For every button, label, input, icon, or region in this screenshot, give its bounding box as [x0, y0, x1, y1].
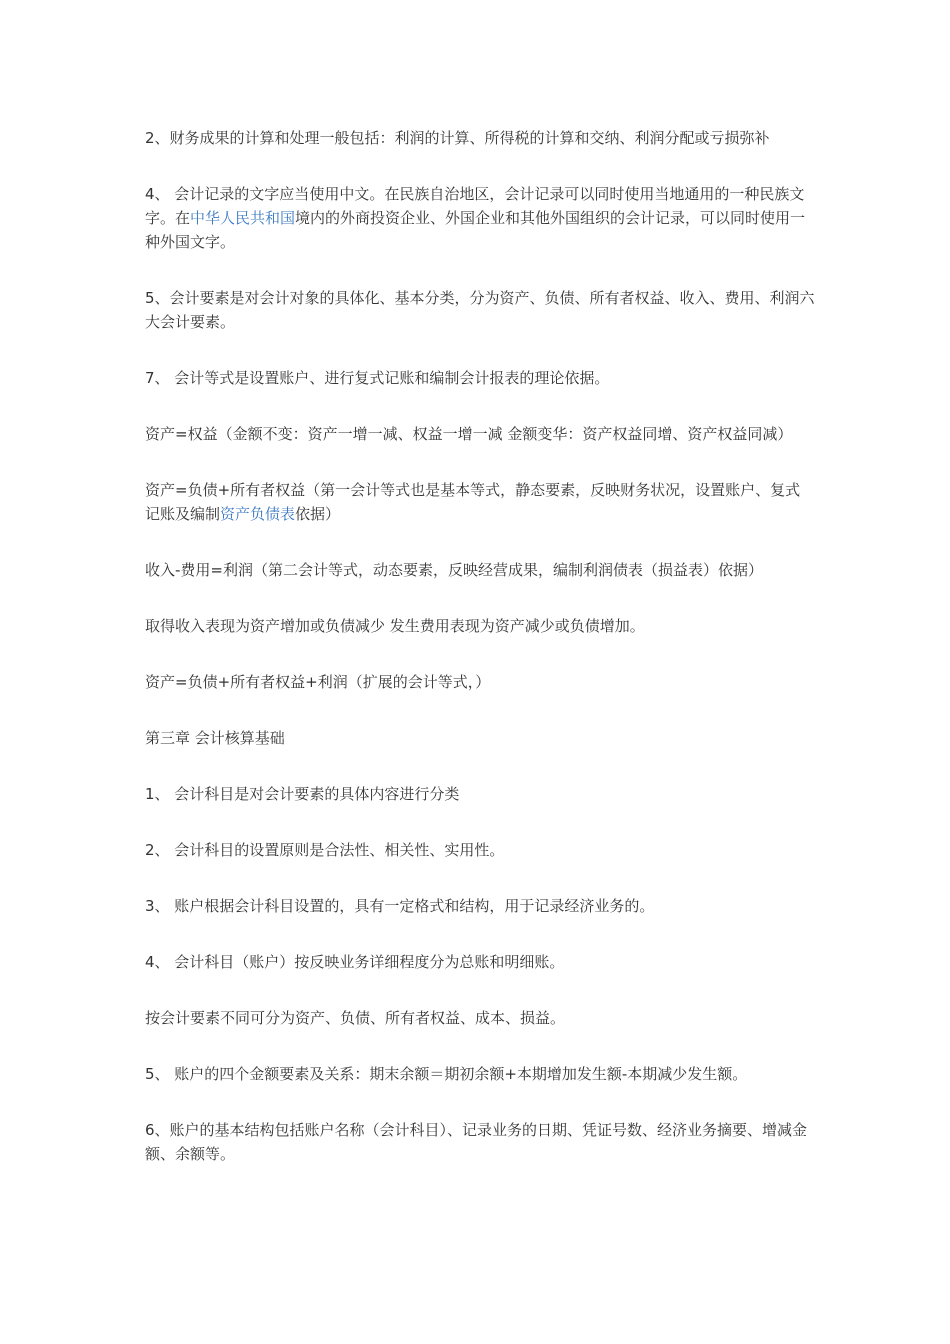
paragraph-assets-equity: 资产=权益（金额不变：资产一增一减、权益一增一减 金额变华：资产权益同增、资产权益同减）: [145, 425, 793, 443]
paragraph-accounting-equation: 7、 会计等式是设置账户、进行复式记账和编制会计报表的理论依据。: [145, 369, 610, 387]
document-body: [145, 126, 815, 1198]
chapter-heading: 第三章 会计核算基础: [145, 729, 285, 747]
paragraph-account-titles: 1、 会计科目是对会计要素的具体内容进行分类: [145, 785, 460, 803]
paragraph-ledger-types: 4、 会计科目（账户）按反映业务详细程度分为总账和明细账。: [145, 953, 565, 971]
paragraph-extended-equation: 资产=负债+所有者权益+利润（扩展的会计等式，）: [145, 673, 491, 691]
paragraph-financial-results: 2、财务成果的计算和处理一般包括：利润的计算、所得税的计算和交纳、利润分配或亏损弥补: [145, 129, 770, 147]
link-prc[interactable]: 中华人民共和国: [190, 209, 296, 227]
paragraph-account-structure: 6、账户的基本结构包括账户名称（会计科目）、记录业务的日期、凭证号数、经济业务摘要、增减金额、余额等。: [145, 1121, 808, 1163]
paragraph-setting-principles: 2、 会计科目的设置原则是合法性、相关性、实用性。: [145, 841, 505, 859]
paragraph-accounts: 3、 账户根据会计科目设置的，具有一定格式和结构，用于记录经济业务的。: [145, 897, 655, 915]
paragraph-second-equation: 收入-费用=利润（第二会计等式，动态要素，反映经营成果，编制利润债表（损益表）依据）: [145, 561, 763, 579]
paragraph-first-equation: 资产=负债+所有者权益（第一会计等式也是基本等式，静态要素，反映财务状况，设置账户、复式记账及编制资产负债表依据）: [145, 481, 801, 523]
paragraph-record-language: 4、 会计记录的文字应当使用中文。在民族自治地区，会计记录可以同时使用当地通用的一种民族文字。在中华人民共和国境内的外商投资企业、外国企业和其他外国组织的会计记录，可以同时使用一种外国文字。: [145, 185, 806, 251]
paragraph-element-categories: 按会计要素不同可分为资产、负债、所有者权益、成本、损益。: [145, 1009, 566, 1027]
paragraph-accounting-elements: 5、会计要素是对会计对象的具体化、基本分类，分为资产、负债、所有者权益、收入、费用、利润六大会计要素。: [145, 289, 815, 331]
link-balance-sheet[interactable]: 资产负债表: [220, 505, 296, 523]
paragraph-income-expense: 取得收入表现为资产增加或负债减少 发生费用表现为资产减少或负债增加。: [145, 617, 645, 635]
paragraph-amount-elements: 5、 账户的四个金额要素及关系：期末余额＝期初余额+本期增加发生额-本期减少发生额。: [145, 1065, 748, 1083]
